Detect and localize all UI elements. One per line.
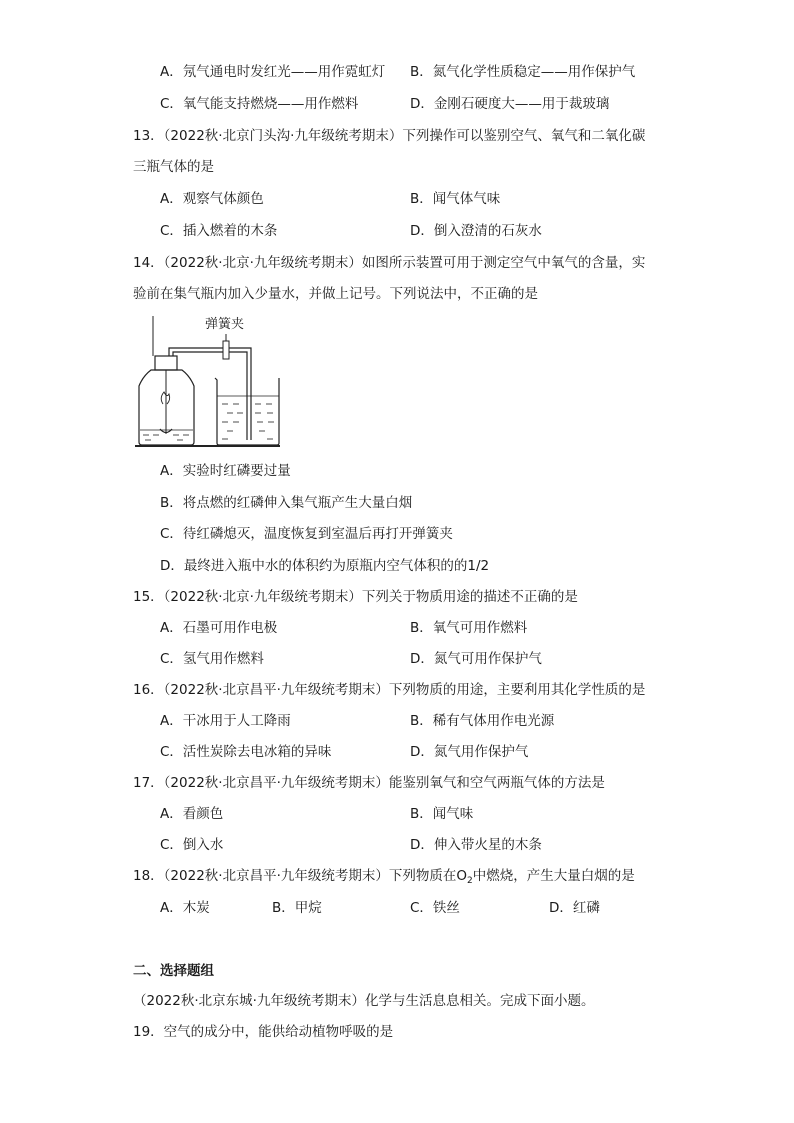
spring-clip — [223, 341, 229, 359]
beaker-water-dashes — [222, 404, 274, 439]
q17-stem: 17．（2022秋·北京昌平·九年级统考期末）能鉴别氧气和空气两瓶气体的方法是 — [133, 775, 605, 791]
q13-option-d: D．倒入澄清的石灰水 — [410, 223, 542, 239]
q14-option-b: B．将点燃的红磷伸入集气瓶产生大量白烟 — [160, 495, 413, 511]
q16-option-b: B．稀有气体用作电光源 — [410, 713, 555, 729]
q14-option-c: C．待红磷熄灭，温度恢复到室温后再打开弹簧夹 — [160, 526, 453, 542]
q12-option-d: D．金刚石硬度大——用于裁玻璃 — [410, 96, 610, 112]
flame-icon — [161, 392, 169, 404]
q18-option-a: A．木炭 — [160, 900, 210, 916]
q12-option-b: B．氮气化学性质稳定——用作保护气 — [410, 64, 636, 80]
q18-option-c: C．铁丝 — [410, 900, 460, 916]
q15-option-b: B．氧气可用作燃料 — [410, 620, 528, 636]
q15-option-c: C．氢气用作燃料 — [160, 651, 264, 667]
q18-option-b: B．甲烷 — [272, 900, 322, 916]
q13-option-c: C．插入燃着的木条 — [160, 223, 278, 239]
q14-stem-line1: 14．（2022秋·北京·九年级统考期末）如图所示装置可用于测定空气中氧气的含量，实 — [133, 255, 646, 271]
section-intro: （2022秋·北京东城·九年级统考期末）化学与生活息息相关。完成下面小题。 — [133, 993, 595, 1009]
q15-option-a: A．石墨可用作电极 — [160, 620, 278, 636]
q15-option-d: D．氮气可用作保护气 — [410, 651, 542, 667]
q14-option-d: D．最终进入瓶中水的体积约为原瓶内空气体积的的1/2 — [160, 558, 490, 574]
q12-option-a: A．氖气通电时发红光——用作霓虹灯 — [160, 64, 386, 80]
spring-clip-label: 弹簧夹 — [205, 317, 245, 332]
q15-stem: 15．（2022秋·北京·九年级统考期末）下列关于物质用途的描述不正确的是 — [133, 589, 578, 605]
q14-stem-line2: 验前在集气瓶内加入少量水，并做上记号。下列说法中，不正确的是 — [133, 286, 538, 302]
q16-stem: 16．（2022秋·北京昌平·九年级统考期末）下列物质的用途，主要利用其化学性质的是 — [133, 682, 646, 698]
q13-stem-line1: 13．（2022秋·北京门头沟·九年级统考期末）下列操作可以鉴别空气、氧气和二氧化碳 — [133, 128, 646, 144]
q17-option-d: D．伸入带火星的木条 — [410, 837, 542, 853]
q17-option-b: B．闻气味 — [410, 806, 474, 822]
q17-option-a: A．看颜色 — [160, 806, 224, 822]
oxygen-measurement-apparatus — [133, 312, 283, 452]
q13-option-b: B．闻气体气味 — [410, 191, 501, 207]
section-title: 二、选择题组 — [133, 963, 214, 979]
q19-stem: 19．空气的成分中，能供给动植物呼吸的是 — [133, 1024, 394, 1040]
rubber-stopper — [155, 356, 177, 370]
q16-option-c: C．活性炭除去电冰箱的异味 — [160, 744, 332, 760]
q12-option-c: C．氧气能支持燃烧——用作燃料 — [160, 96, 359, 112]
q17-option-c: C．倒入水 — [160, 837, 224, 853]
bottle-water-dashes — [143, 435, 189, 440]
q18-option-d: D．红磷 — [549, 900, 600, 916]
q13-option-a: A．观察气体颜色 — [160, 191, 264, 207]
q16-option-d: D．氮气用作保护气 — [410, 744, 529, 760]
q16-option-a: A．干冰用于人工降雨 — [160, 713, 291, 729]
delivery-tube — [169, 348, 251, 440]
q18-stem: 18．（2022秋·北京昌平·九年级统考期末）下列物质在$O_2$中燃烧，产生大量白烟的是 — [133, 868, 635, 886]
q13-stem-line2: 三瓶气体的是 — [133, 159, 214, 175]
q14-option-a: A．实验时红磷要过量 — [160, 463, 291, 479]
